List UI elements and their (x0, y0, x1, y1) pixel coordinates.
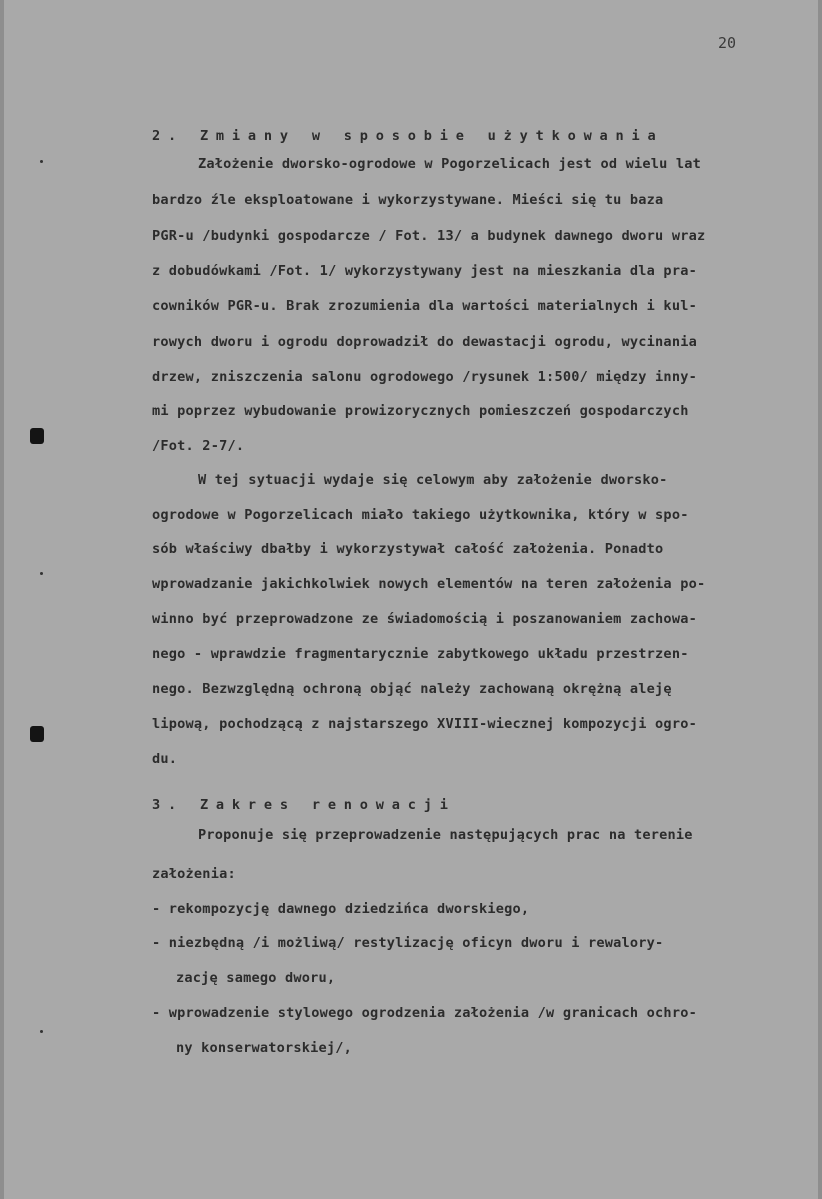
text-line: z dobudówkami /Fot. 1/ wykorzystywany jest na mieszkania dla pra- (152, 263, 697, 279)
text-line: nego. Bezwzględną ochroną objąć należy zachowaną okrężną aleję (152, 681, 672, 697)
text-line: /Fot. 2-7/. (152, 438, 245, 454)
punch-hole (30, 726, 44, 742)
section-2-heading: 2. Zmiany w sposobie użytkowania (152, 128, 664, 144)
list-item: - rekompozycję dawnego dziedzińca dworskiego, (152, 901, 530, 917)
punch-hole (30, 428, 44, 444)
text-line: mi poprzez wybudowanie prowizorycznych pomieszczeń gospodarczych (152, 403, 689, 419)
text-line: PGR-u /budynki gospodarcze / Fot. 13/ a budynek dawnego dworu wraz (152, 228, 706, 244)
text-line: drzew, zniszczenia salonu ogrodowego /rysunek 1:500/ między inny- (152, 369, 697, 385)
text-line: Proponuje się przeprowadzenie następujących prac na terenie (198, 827, 693, 843)
speck (40, 160, 43, 163)
text-line: W tej sytuacji wydaje się celowym aby założenie dworsko- (198, 472, 668, 488)
list-item: - wprowadzenie stylowego ogrodzenia założenia /w granicach ochro- (152, 1005, 697, 1021)
text-line: Założenie dworsko-ogrodowe w Pogorzelicach jest od wielu lat (198, 156, 702, 172)
section-3-heading: 3. Zakres renowacji (152, 797, 456, 813)
text-line: nego - wprawdzie fragmentarycznie zabytkowego układu przestrzen- (152, 646, 689, 662)
text-line: cowników PGR-u. Brak zrozumienia dla wartości materialnych i kul- (152, 298, 697, 314)
text-line: bardzo źle eksploatowane i wykorzystywane. Mieści się tu baza (152, 192, 664, 208)
document-page (4, 0, 818, 1199)
list-item: - niezbędną /i możliwą/ restylizację oficyn dworu i rewalory- (152, 935, 664, 951)
speck (40, 1030, 43, 1033)
text-line: rowych dworu i ogrodu doprowadził do dewastacji ogrodu, wycinania (152, 334, 697, 350)
list-item-continuation: zację samego dworu, (176, 970, 336, 986)
text-line: lipową, pochodzącą z najstarszego XVIII-wiecznej kompozycji ogro- (152, 716, 697, 732)
text-line: założenia: (152, 866, 236, 882)
list-item-continuation: ny konserwatorskiej/, (176, 1040, 353, 1056)
text-line: ogrodowe w Pogorzelicach miało takiego użytkownika, który w spo- (152, 507, 689, 523)
text-line: sób właściwy dbałby i wykorzystywał całość założenia. Ponadto (152, 541, 664, 557)
page-number: 20 (718, 34, 737, 52)
speck (40, 572, 43, 575)
text-line: wprowadzanie jakichkolwiek nowych elementów na teren założenia po- (152, 576, 706, 592)
text-line: du. (152, 751, 178, 767)
text-line: winno być przeprowadzone ze świadomością i poszanowaniem zachowa- (152, 611, 697, 627)
